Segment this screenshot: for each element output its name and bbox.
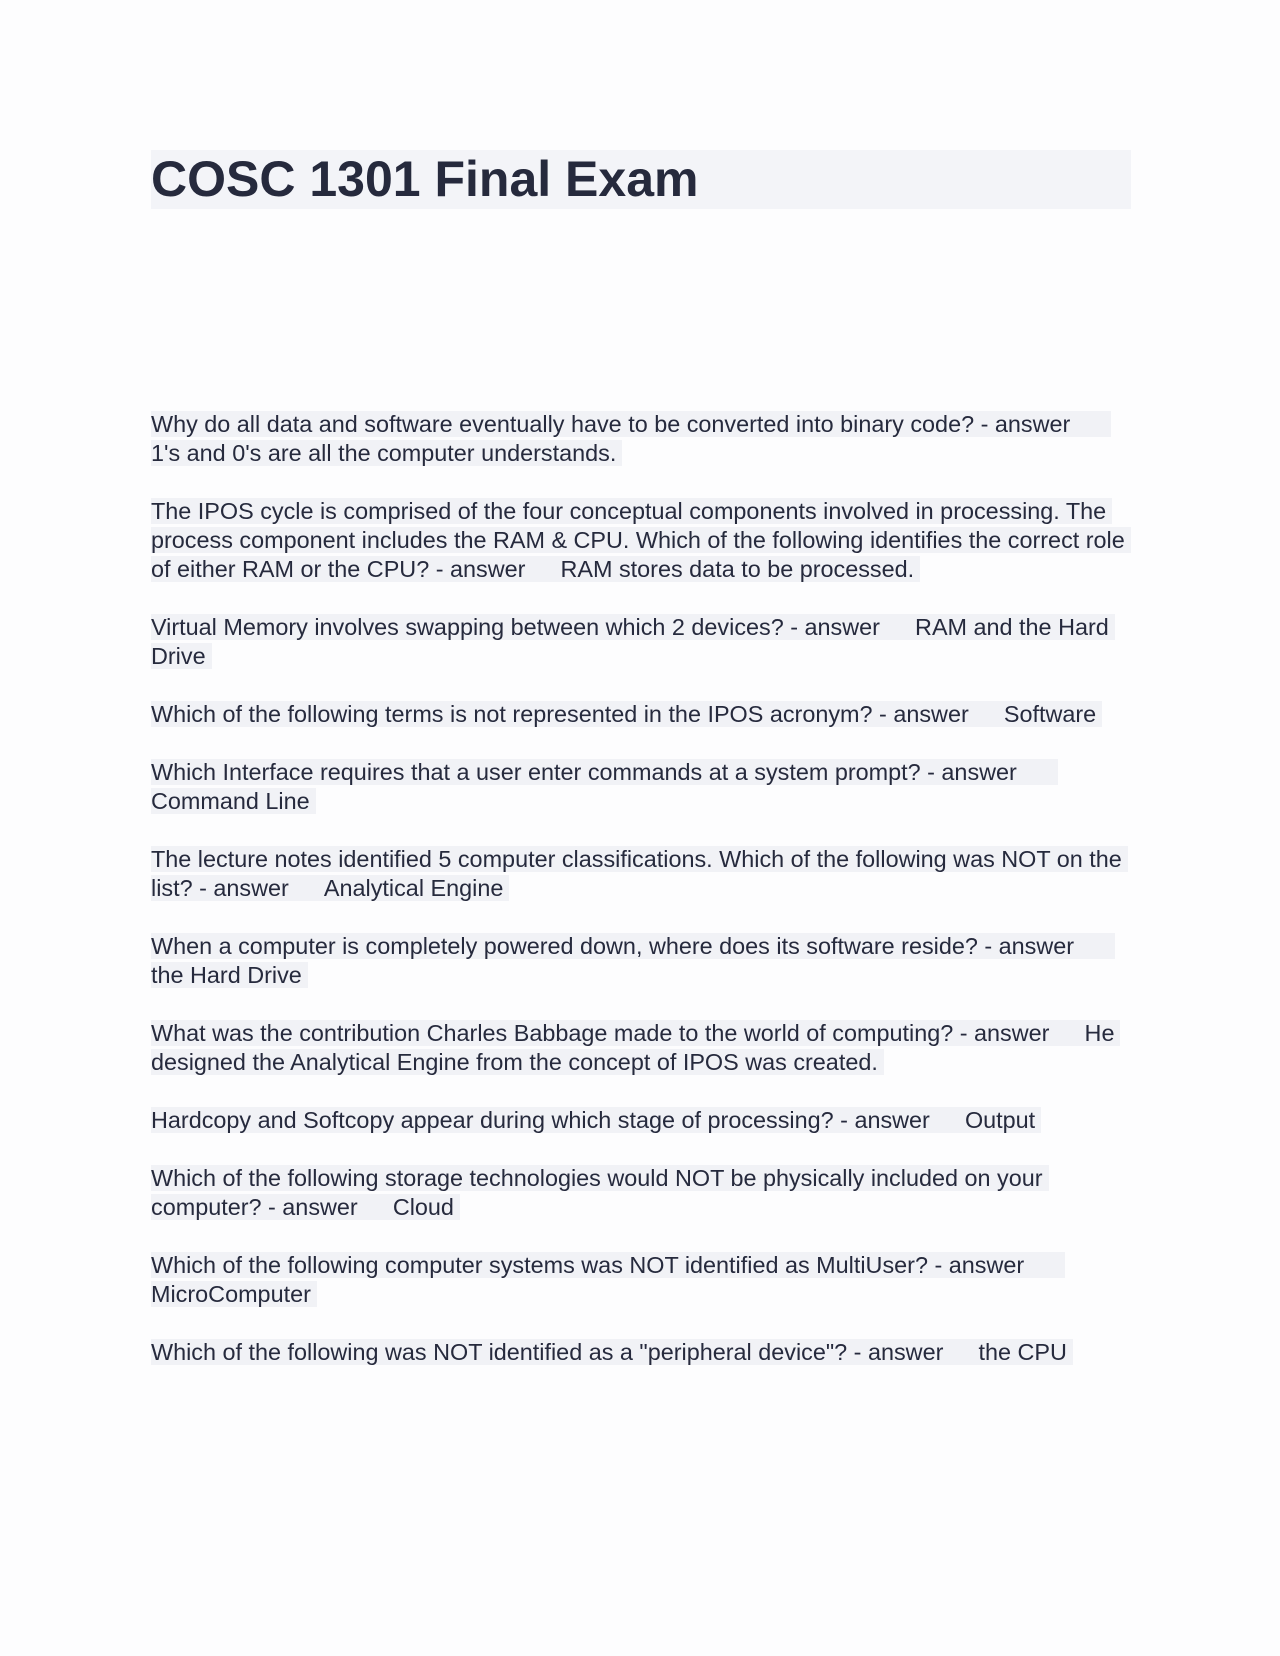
qa-item [151, 700, 1131, 729]
qa-item [151, 410, 1131, 468]
answer-text: the CPU [978, 1339, 1067, 1365]
qa-item [151, 1338, 1131, 1367]
question-text: Which Interface requires that a user enter commands at a system prompt? [151, 759, 921, 785]
answer-separator: - answer [920, 759, 1017, 785]
qa-item [151, 1164, 1131, 1222]
page-title: COSC 1301 Final Exam [151, 151, 699, 207]
answer-separator: - answer [974, 411, 1071, 437]
question-text: When a computer is completely powered down, where does its software reside? [151, 933, 978, 959]
answer-text: 1's and 0's are all the computer understands. [151, 440, 617, 466]
answer-text: the Hard Drive [151, 962, 302, 988]
qa-item [151, 1251, 1131, 1309]
answer-text: Cloud [392, 1194, 454, 1220]
question-text: Which of the following computer systems was NOT identified as MultiUser? [151, 1252, 928, 1278]
answer-separator: - answer [872, 701, 969, 727]
answer-text: Software [1003, 701, 1097, 727]
question-text: The IPOS cycle is comprised of the four conceptual components involved in processing. The process component includes the RAM & CPU. Which of the following identifies the correct role of either RAM or the CPU? [151, 498, 1125, 582]
qa-item [151, 932, 1131, 990]
question-text: Which of the following terms is not represented in the IPOS acronym? [151, 701, 873, 727]
answer-separator: - answer [847, 1339, 944, 1365]
qa-item [151, 845, 1131, 903]
answer-separator: - answer [833, 1107, 930, 1133]
answer-separator: - answer [953, 1020, 1050, 1046]
answer-text: Command Line [151, 788, 310, 814]
qa-list [151, 410, 1131, 1396]
answer-separator: - answer [783, 614, 880, 640]
question-text: Virtual Memory involves swapping between which 2 devices? [151, 614, 784, 640]
answer-separator: - answer [977, 933, 1075, 959]
answer-text: Output [964, 1107, 1036, 1133]
answer-text: He designed the Analytical Engine from the concept of IPOS was created. [151, 1020, 1115, 1075]
question-text: What was the contribution Charles Babbage made to the world of computing? [151, 1020, 954, 1046]
answer-separator: - answer [927, 1252, 1025, 1278]
answer-text: MicroComputer [151, 1281, 311, 1307]
answer-text: Analytical Engine [323, 875, 504, 901]
title-block [151, 150, 1131, 209]
answer-text: RAM and the Hard Drive [151, 614, 1109, 669]
qa-item [151, 1106, 1131, 1135]
question-text: The lecture notes identified 5 computer classifications. Which of the following was NOT on the list? [151, 846, 1122, 901]
qa-item [151, 497, 1131, 584]
question-text: Which of the following storage technologies would NOT be physically included on your computer? [151, 1165, 1043, 1220]
answer-separator: - answer [192, 875, 289, 901]
answer-text: RAM stores data to be processed. [560, 556, 915, 582]
question-text: Which of the following was NOT identified as a "peripheral device"? [151, 1339, 848, 1365]
question-text: Why do all data and software eventually have to be converted into binary code? [151, 411, 975, 437]
question-text: Hardcopy and Softcopy appear during which stage of processing? [151, 1107, 834, 1133]
qa-item [151, 1019, 1131, 1077]
answer-separator: - answer [261, 1194, 358, 1220]
answer-separator: - answer [429, 556, 526, 582]
qa-item [151, 758, 1131, 816]
qa-item [151, 613, 1131, 671]
